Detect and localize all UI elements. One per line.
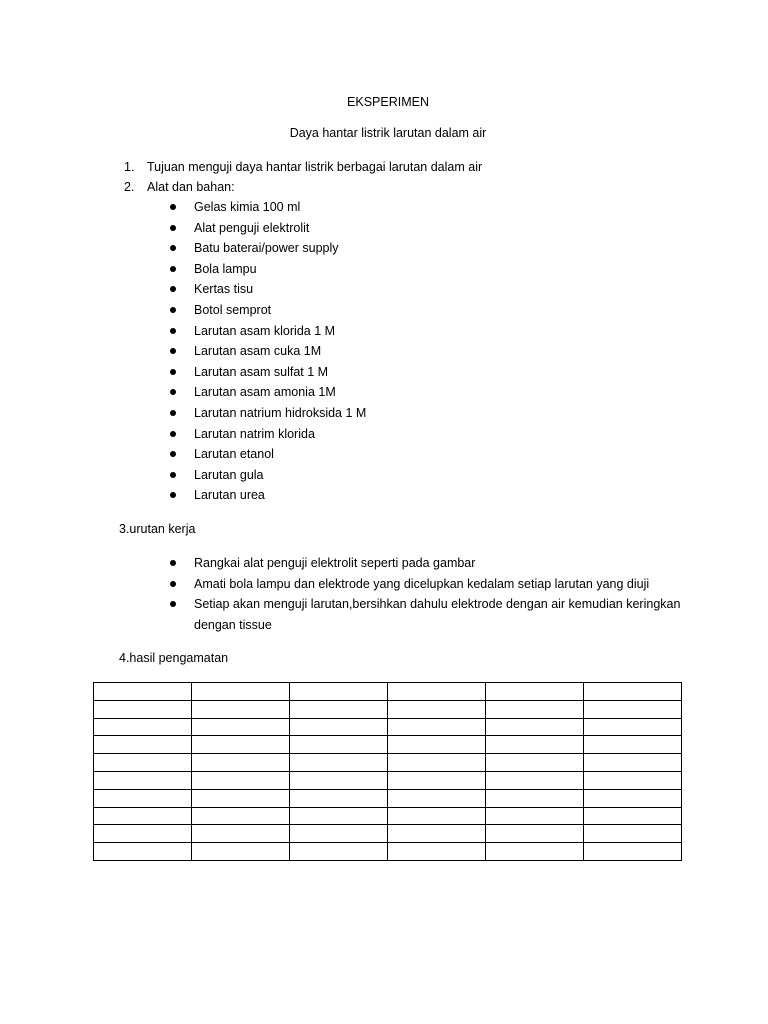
table-row bbox=[94, 683, 682, 701]
table-cell bbox=[192, 807, 290, 825]
procedure-heading: 3.urutan kerja bbox=[119, 522, 196, 536]
table-cell bbox=[584, 789, 682, 807]
list-item: Larutan asam klorida 1 M bbox=[170, 321, 366, 342]
table-cell bbox=[486, 843, 584, 861]
table-cell bbox=[486, 807, 584, 825]
table-cell bbox=[388, 736, 486, 754]
bullet-icon bbox=[170, 492, 176, 498]
table-cell bbox=[94, 825, 192, 843]
bullet-icon bbox=[170, 389, 176, 395]
table-cell bbox=[486, 789, 584, 807]
list-item: Larutan natrim klorida bbox=[170, 424, 366, 445]
table-cell bbox=[584, 754, 682, 772]
table-cell bbox=[584, 683, 682, 701]
item-number: 1. bbox=[124, 160, 135, 174]
table-row bbox=[94, 736, 682, 754]
item-text: Tujuan menguji daya hantar listrik berbagai larutan dalam air bbox=[147, 160, 483, 174]
table-cell bbox=[192, 683, 290, 701]
bullet-icon bbox=[170, 410, 176, 416]
results-table-body bbox=[94, 683, 682, 861]
bullet-icon bbox=[170, 328, 176, 334]
table-row bbox=[94, 771, 682, 789]
list-item: Larutan etanol bbox=[170, 444, 366, 465]
table-cell bbox=[486, 718, 584, 736]
table-cell bbox=[94, 700, 192, 718]
list-item: Larutan asam amonia 1M bbox=[170, 382, 366, 403]
table-cell bbox=[388, 771, 486, 789]
table-cell bbox=[584, 843, 682, 861]
table-cell bbox=[192, 700, 290, 718]
table-cell bbox=[94, 736, 192, 754]
table-cell bbox=[290, 825, 388, 843]
table-cell bbox=[192, 754, 290, 772]
table-cell bbox=[290, 807, 388, 825]
bullet-icon bbox=[170, 369, 176, 375]
table-cell bbox=[388, 843, 486, 861]
table-cell bbox=[290, 843, 388, 861]
list-item: Kertas tisu bbox=[170, 279, 366, 300]
table-cell bbox=[94, 683, 192, 701]
list-item: Amati bola lampu dan elektrode yang dicelupkan kedalam setiap larutan yang diuji bbox=[170, 574, 694, 595]
table-cell bbox=[94, 807, 192, 825]
bullet-icon bbox=[170, 431, 176, 437]
bullet-icon bbox=[170, 581, 176, 587]
list-item: Bola lampu bbox=[170, 259, 366, 280]
bullet-icon bbox=[170, 560, 176, 566]
table-row bbox=[94, 718, 682, 736]
table-row bbox=[94, 754, 682, 772]
item-text: Alat dan bahan: bbox=[147, 180, 235, 194]
list-item: Alat penguji elektrolit bbox=[170, 218, 366, 239]
list-item: Larutan asam cuka 1M bbox=[170, 341, 366, 362]
list-item: Batu baterai/power supply bbox=[170, 238, 366, 259]
table-cell bbox=[192, 825, 290, 843]
table-cell bbox=[94, 754, 192, 772]
results-heading: 4.hasil pengamatan bbox=[119, 651, 229, 665]
table-row bbox=[94, 843, 682, 861]
table-cell bbox=[94, 843, 192, 861]
materials-list bbox=[170, 197, 366, 506]
document-title: EKSPERIMEN bbox=[347, 95, 429, 109]
table-cell bbox=[192, 736, 290, 754]
table-cell bbox=[584, 807, 682, 825]
results-table bbox=[93, 682, 682, 861]
table-row bbox=[94, 825, 682, 843]
table-cell bbox=[290, 700, 388, 718]
item-number: 2. bbox=[124, 180, 135, 194]
table-cell bbox=[584, 825, 682, 843]
bullet-icon bbox=[170, 451, 176, 457]
table-cell bbox=[94, 718, 192, 736]
table-cell bbox=[486, 700, 584, 718]
bullet-icon bbox=[170, 204, 176, 210]
table-cell bbox=[388, 700, 486, 718]
table-cell bbox=[290, 771, 388, 789]
bullet-icon bbox=[170, 348, 176, 354]
list-item: Larutan asam sulfat 1 M bbox=[170, 362, 366, 383]
table-cell bbox=[94, 789, 192, 807]
list-item: Botol semprot bbox=[170, 300, 366, 321]
table-cell bbox=[388, 718, 486, 736]
list-item: Larutan gula bbox=[170, 465, 366, 486]
table-cell bbox=[388, 754, 486, 772]
table-cell bbox=[290, 789, 388, 807]
numbered-item-materials bbox=[124, 177, 235, 197]
procedure-list bbox=[170, 553, 694, 635]
table-row bbox=[94, 700, 682, 718]
table-cell bbox=[290, 718, 388, 736]
table-cell bbox=[388, 683, 486, 701]
table-cell bbox=[584, 736, 682, 754]
table-cell bbox=[192, 718, 290, 736]
table-cell bbox=[388, 807, 486, 825]
bullet-icon bbox=[170, 601, 176, 607]
list-item: Gelas kimia 100 ml bbox=[170, 197, 366, 218]
list-item: Larutan natrium hidroksida 1 M bbox=[170, 403, 366, 424]
bullet-icon bbox=[170, 472, 176, 478]
table-cell bbox=[486, 683, 584, 701]
table-cell bbox=[290, 683, 388, 701]
table-cell bbox=[486, 736, 584, 754]
table-cell bbox=[388, 825, 486, 843]
table-cell bbox=[192, 771, 290, 789]
list-item: Setiap akan menguji larutan,bersihkan dahulu elektrode dengan air kemudian keringkan dengan tissue bbox=[170, 594, 694, 635]
table-cell bbox=[584, 718, 682, 736]
bullet-icon bbox=[170, 266, 176, 272]
table-cell bbox=[290, 754, 388, 772]
table-row bbox=[94, 789, 682, 807]
numbered-item-objective bbox=[124, 157, 482, 177]
table-cell bbox=[94, 771, 192, 789]
table-cell bbox=[584, 700, 682, 718]
table-cell bbox=[486, 754, 584, 772]
table-cell bbox=[290, 736, 388, 754]
table-cell bbox=[584, 771, 682, 789]
list-item: Rangkai alat penguji elektrolit seperti pada gambar bbox=[170, 553, 694, 574]
bullet-icon bbox=[170, 245, 176, 251]
table-row bbox=[94, 807, 682, 825]
table-cell bbox=[388, 789, 486, 807]
table-cell bbox=[486, 771, 584, 789]
table-cell bbox=[192, 843, 290, 861]
document-subtitle: Daya hantar listrik larutan dalam air bbox=[289, 126, 487, 140]
bullet-icon bbox=[170, 307, 176, 313]
bullet-icon bbox=[170, 286, 176, 292]
table-cell bbox=[192, 789, 290, 807]
table-cell bbox=[486, 825, 584, 843]
list-item: Larutan urea bbox=[170, 485, 366, 506]
bullet-icon bbox=[170, 225, 176, 231]
